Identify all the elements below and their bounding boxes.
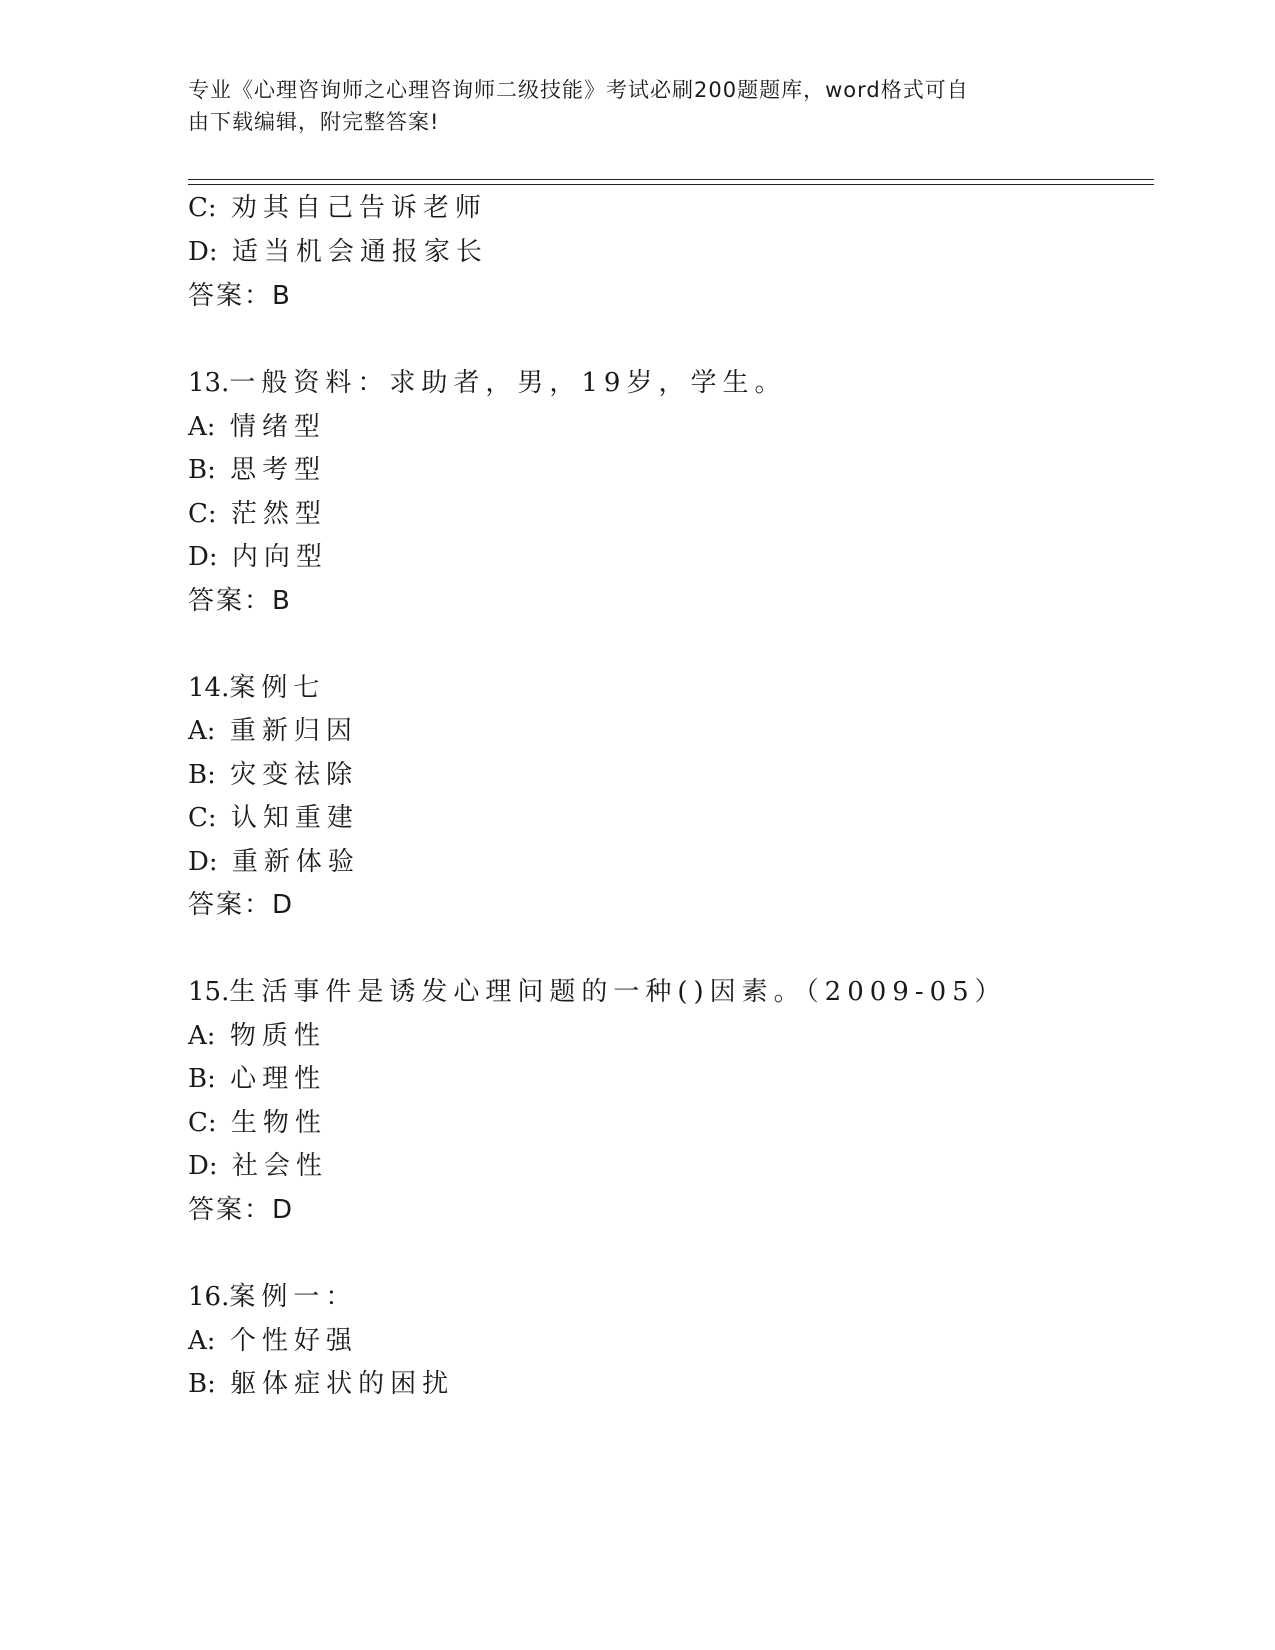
option-prefix: B: [188, 455, 216, 485]
question-number: 13. [188, 368, 230, 398]
answer-line: 答案：B [188, 281, 292, 311]
answer-line: 答案：B [188, 586, 292, 616]
option-text: 社会性 [231, 1151, 328, 1181]
option-text: 躯体症状的困扰 [230, 1369, 455, 1399]
option-line [188, 191, 487, 225]
option-line [188, 497, 327, 531]
question-number: 14. [188, 673, 230, 703]
option-line [188, 845, 360, 879]
option-line [188, 1019, 326, 1053]
option-text: 物质性 [229, 1021, 326, 1051]
option-text: 生物性 [230, 1108, 327, 1138]
question-text: 案例七 [229, 673, 326, 703]
answer-line: 答案：D [188, 890, 295, 920]
option-line [188, 235, 488, 269]
option-text: 个性好强 [229, 1326, 358, 1356]
document-header [188, 74, 1068, 138]
header-line-1: 专业《心理咨询师之心理咨询师二级技能》考试必刷200题题库，word格式可自 [188, 78, 969, 102]
option-text: 重新体验 [231, 847, 360, 877]
option-prefix: B: [188, 1064, 216, 1094]
option-text: 心理性 [230, 1064, 327, 1094]
header-divider-bottom [188, 184, 1154, 185]
option-line [188, 801, 359, 835]
question-number: 15. [188, 977, 230, 1007]
option-text: 情绪型 [229, 412, 326, 442]
option-prefix: D: [188, 847, 218, 877]
option-line [188, 1106, 327, 1140]
option-prefix: B: [188, 760, 216, 790]
option-prefix: A: [188, 412, 216, 442]
question-line [188, 671, 325, 705]
option-text: 思考型 [230, 455, 327, 485]
option-text: 重新归因 [229, 716, 358, 746]
option-prefix: C: [188, 803, 217, 833]
option-prefix: D: [188, 1151, 218, 1181]
question-text: 一般资料：求助者，男，19岁，学生。 [229, 368, 787, 398]
option-line [188, 758, 358, 792]
option-text: 内向型 [231, 542, 328, 572]
option-line [188, 410, 326, 444]
question-line [188, 366, 786, 400]
option-text: 适当机会通报家长 [231, 237, 488, 267]
option-line [188, 1324, 358, 1358]
option-prefix: A: [188, 1326, 216, 1356]
option-text: 劝其自己告诉老师 [230, 193, 487, 223]
option-prefix: D: [188, 237, 218, 267]
option-text: 认知重建 [230, 803, 359, 833]
option-prefix: C: [188, 499, 217, 529]
header-divider-top [188, 179, 1154, 180]
option-text: 灾变祛除 [230, 760, 359, 790]
question-number: 16. [188, 1282, 230, 1312]
option-line [188, 1062, 326, 1096]
header-line-2: 由下载编辑，附完整答案! [188, 110, 440, 134]
option-prefix: B: [188, 1369, 216, 1399]
question-line [188, 1280, 357, 1314]
option-line [188, 714, 358, 748]
option-line [188, 1149, 328, 1183]
question-text: 生活事件是诱发心理问题的一种()因素。（2009-05） [229, 977, 1007, 1007]
option-prefix: A: [188, 716, 216, 746]
question-text: 案例一： [229, 1282, 358, 1312]
question-line [188, 975, 1007, 1009]
option-line [188, 453, 326, 487]
answer-line: 答案：D [188, 1195, 295, 1225]
option-prefix: C: [188, 1108, 217, 1138]
option-line [188, 540, 328, 574]
option-line [188, 1367, 454, 1401]
option-prefix: D: [188, 542, 218, 572]
option-text: 茫然型 [230, 499, 327, 529]
option-prefix: A: [188, 1021, 216, 1051]
option-prefix: C: [188, 193, 217, 223]
